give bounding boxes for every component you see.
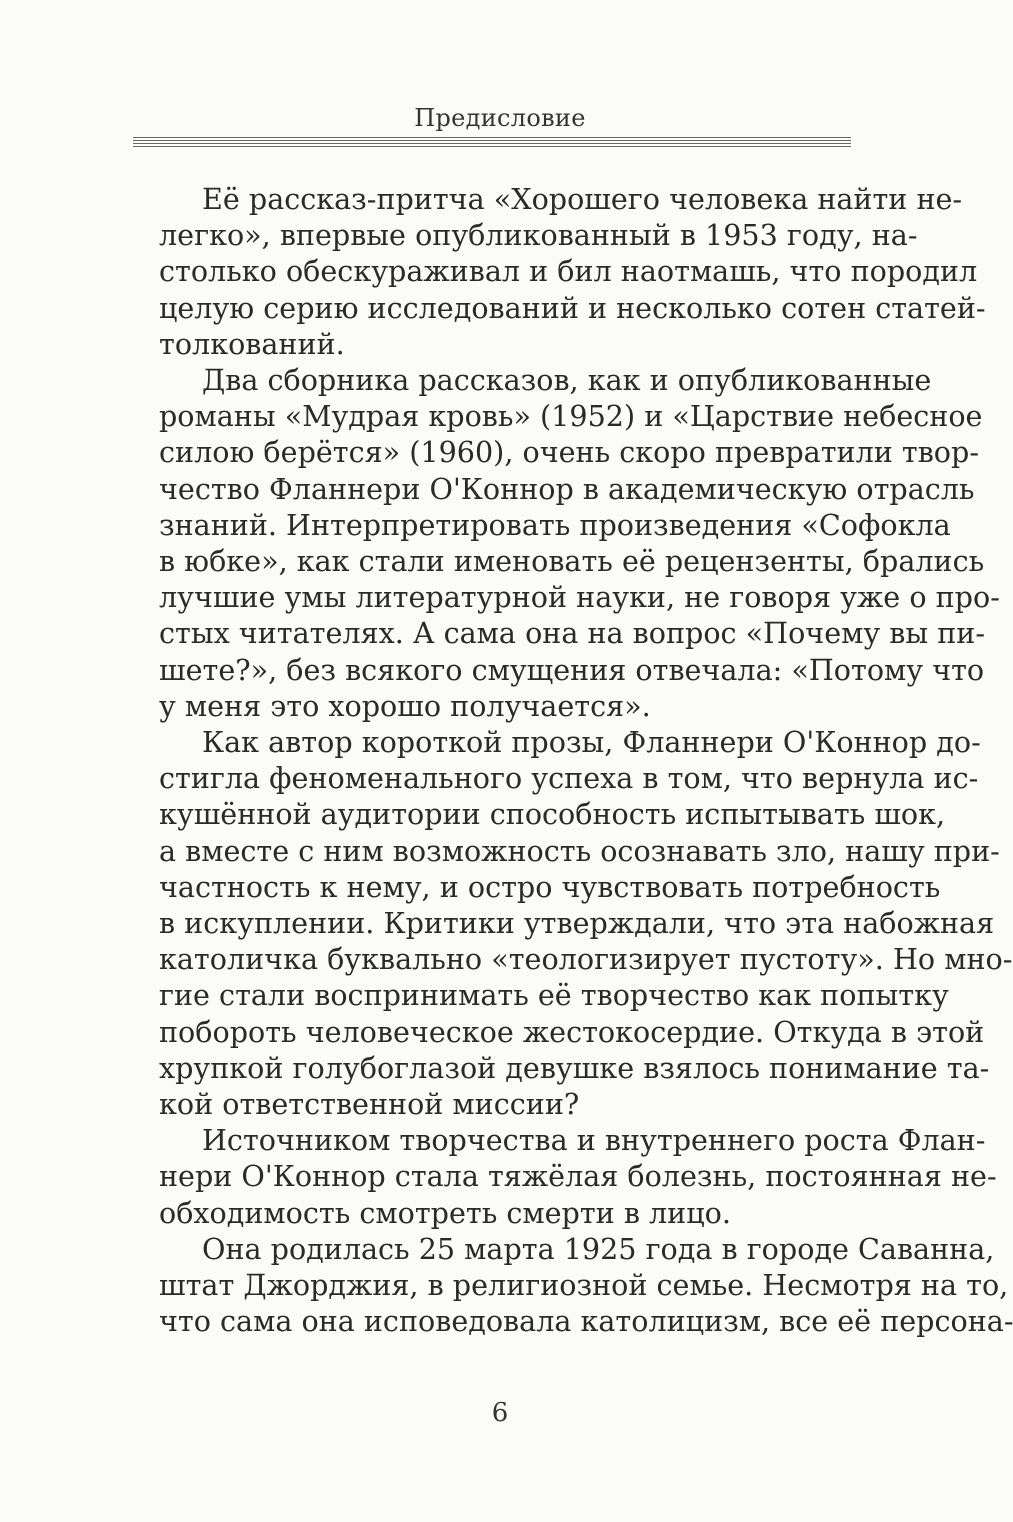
text-line: Её рассказ-притча «Хорошего человека найти не- bbox=[202, 182, 963, 216]
body-text bbox=[159, 181, 1013, 1340]
text-line: знаний. Интерпретировать произведения «Софокла bbox=[159, 507, 951, 542]
text-line: Два сборника рассказов, как и опубликованные bbox=[202, 363, 932, 398]
text-line: частность к нему, и остро чувствовать потребность bbox=[159, 869, 941, 904]
text-line: а вместе с ним возможность осознавать зло, нашу при- bbox=[159, 833, 1000, 868]
header-double-rule bbox=[133, 137, 851, 148]
body-paragraph bbox=[159, 1231, 1013, 1340]
text-line: штат Джорджия, в религиозной семье. Несмотря на то, bbox=[159, 1268, 1009, 1303]
text-line: Как автор короткой прозы, Фланнери О'Коннор до- bbox=[202, 725, 981, 760]
text-line: кой ответственной миссии? bbox=[159, 1087, 580, 1122]
running-header-title: Предисловие bbox=[414, 104, 586, 132]
body-paragraph bbox=[159, 724, 1013, 1122]
page-number: 6 bbox=[491, 1398, 509, 1428]
body-paragraph bbox=[159, 181, 986, 362]
text-line: Она родилась 25 марта 1925 года в городе Саванна, bbox=[202, 1231, 995, 1266]
text-line: легко», впервые опубликованный в 1953 году, на- bbox=[159, 218, 918, 253]
text-line: целую серию исследований и несколько сотен статей- bbox=[159, 290, 986, 325]
body-paragraph bbox=[159, 1122, 997, 1231]
text-line: стых читателях. А сама она на вопрос «Почему вы пи- bbox=[159, 616, 986, 651]
text-line: шете?», без всякого смущения отвечала: «Потому что bbox=[159, 652, 985, 687]
body-paragraph bbox=[159, 362, 1000, 724]
text-line: стигла феноменального успеха в том, что вернула ис- bbox=[159, 761, 979, 796]
text-line: нери О'Коннор стала тяжёлая болезнь, постоянная не- bbox=[159, 1159, 997, 1194]
text-line: что сама она исповедовала католицизм, все её персона- bbox=[159, 1304, 1013, 1339]
text-line: в искуплении. Критики утверждали, что эта набожная bbox=[159, 906, 995, 941]
text-line: у меня это хорошо получается». bbox=[159, 688, 651, 723]
text-line: толкований. bbox=[159, 326, 345, 361]
text-line: обходимость смотреть смерти в лицо. bbox=[159, 1195, 731, 1230]
text-line: кушённой аудитории способность испытывать шок, bbox=[159, 797, 946, 832]
text-line: в юбке», как стали именовать её рецензенты, брались bbox=[159, 544, 985, 579]
text-line: католичка буквально «теологизирует пустоту». Но мно- bbox=[159, 942, 1013, 977]
text-line: лучшие умы литературной науки, не говоря уже о про- bbox=[159, 580, 1000, 615]
text-line: хрупкой голубоглазой девушке взялось понимание та- bbox=[159, 1050, 990, 1085]
text-line: силою берётся» (1960), очень скоро превратили твор- bbox=[159, 435, 979, 470]
text-line: столько обескураживал и бил наотмашь, что породил bbox=[159, 254, 978, 289]
text-line: романы «Мудрая кровь» (1952) и «Царствие небесное bbox=[159, 399, 983, 434]
text-line: побороть человеческое жестокосердие. Откуда в этой bbox=[159, 1014, 985, 1049]
text-line: Источником творчества и внутреннего роста Флан- bbox=[202, 1123, 986, 1158]
text-line: гие стали воспринимать её творчество как попытку bbox=[159, 978, 949, 1013]
text-line: чество Фланнери О'Коннор в академическую отрасль bbox=[159, 471, 975, 506]
